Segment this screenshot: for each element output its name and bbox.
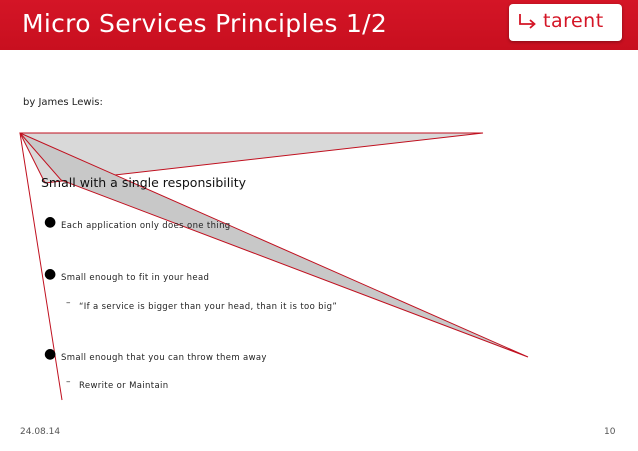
page-number: 10 xyxy=(604,427,616,437)
list-item-2: Small enough to fit in your head xyxy=(61,273,210,283)
list-item-4: Small enough that you can throw them away xyxy=(61,353,267,363)
footer-date: 24.08.14 xyxy=(20,427,61,437)
bullet-dot: ● xyxy=(44,214,57,230)
dash-marker: – xyxy=(66,298,71,308)
logo-text: tarent xyxy=(543,10,604,32)
bullet-dot: ● xyxy=(44,266,57,282)
section-heading: Small with a single responsibility xyxy=(41,175,247,190)
gray-triangle-lower xyxy=(20,133,528,357)
byline: by James Lewis: xyxy=(23,97,103,108)
slide-title: Micro Services Principles 1/2 xyxy=(22,9,388,38)
dash-marker: – xyxy=(66,377,71,387)
list-item-1: Each application only does one thing xyxy=(61,221,231,231)
list-item-3: “If a service is bigger than your head, than it is too big” xyxy=(79,302,338,312)
bullet-dot: ● xyxy=(44,346,57,362)
list-item-5: Rewrite or Maintain xyxy=(79,381,169,391)
